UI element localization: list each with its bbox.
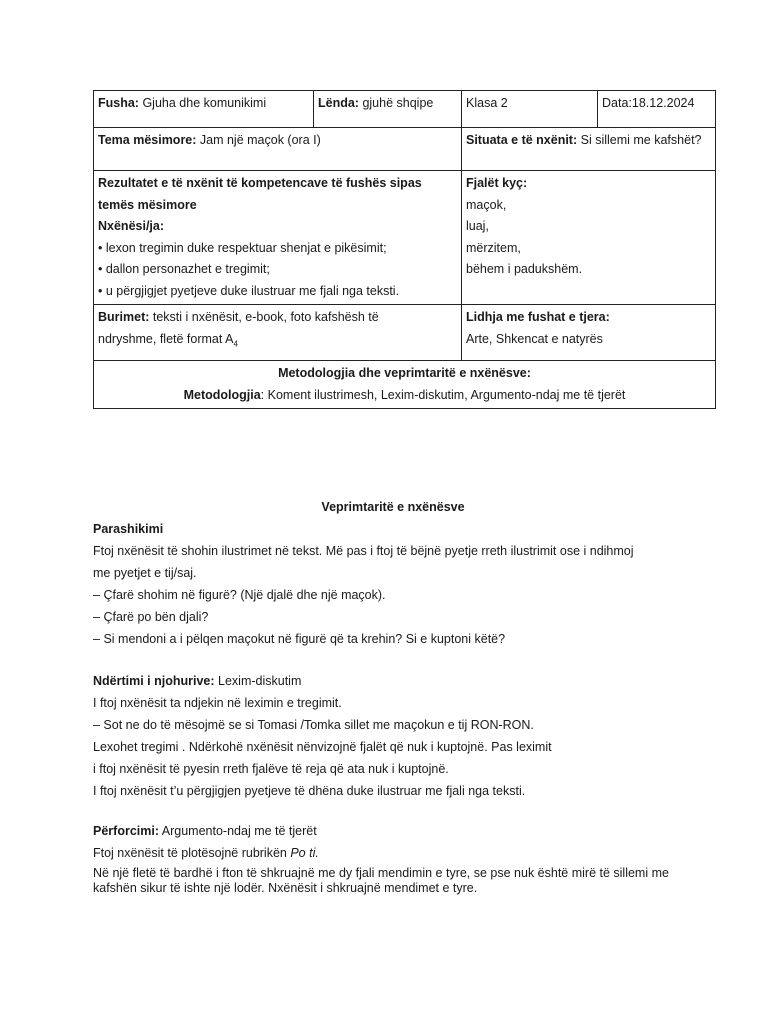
lidhja-label: Lidhja me fushat e tjera: xyxy=(466,310,610,324)
burimet-row xyxy=(94,305,716,361)
po-ti-rubric: Po ti. xyxy=(290,846,319,860)
format-subscript: 4 xyxy=(233,339,238,348)
perforcimi-heading: Përforcimi: xyxy=(93,824,159,838)
metodologjia-cell xyxy=(94,361,716,409)
parashikimi-text: me pyetjet e tij/saj. xyxy=(93,566,197,580)
fjale-item: luaj, xyxy=(466,219,489,233)
nxenesi-label: Nxënësi/ja: xyxy=(98,219,165,233)
burimet-value-2: ndryshme, fletë format A xyxy=(98,331,234,346)
rezultat-item: • lexon tregimin duke respektuar shenjat e pikësimit; xyxy=(98,240,387,255)
fjale-item: bëhem i padukshëm. xyxy=(466,262,583,276)
tema-cell xyxy=(94,128,462,171)
situata-cell xyxy=(462,128,716,171)
data-cell: Data:18.12.2024 xyxy=(598,91,716,128)
lenda-label: Lënda: xyxy=(318,96,359,110)
metodologjia-title: Metodologjia dhe veprimtaritë e nxënësve: xyxy=(278,366,531,380)
perforcimi-method: Argumento-ndaj me të tjerët xyxy=(159,824,317,838)
burimet-value: teksti i nxënësit, e-book, foto kafshësh të xyxy=(149,310,379,324)
activities-title: Veprimtaritë e nxënësve xyxy=(321,500,465,514)
parashikimi-question: – Çfarë po bën djali? xyxy=(93,606,693,628)
fusha-cell xyxy=(94,91,314,128)
fjale-item: mërzitem, xyxy=(466,240,521,255)
ndertimi-line: I ftoj nxënësit ta ndjekin në leximin e tregimit. xyxy=(93,696,342,710)
header-row xyxy=(94,91,716,128)
activities-section xyxy=(93,496,693,896)
ndertimi-line: I ftoj nxënësit t’u përgjigjen pyetjeve të dhëna duke ilustruar me fjali nga teksti. xyxy=(93,784,526,798)
tema-value: Jam një maçok (ora I) xyxy=(196,133,321,147)
fjale-item: maçok, xyxy=(466,197,507,212)
rezultat-item: • dallon personazhet e tregimit; xyxy=(98,262,270,276)
situata-label: Situata e të nxënit: xyxy=(466,133,578,147)
rezultat-item: • u përgjigjet pyetjeve duke ilustruar me fjali nga teksti. xyxy=(98,283,400,298)
lesson-plan-table xyxy=(93,90,716,409)
rezultatet-cell xyxy=(94,171,462,305)
klasa-cell: Klasa 2 xyxy=(462,91,598,128)
perforcimi-line: Ftoj nxënësit të plotësojnë rubrikën xyxy=(93,846,291,860)
tema-row xyxy=(94,128,716,171)
tema-label: Tema mësimore: xyxy=(98,133,197,147)
fusha-value: Gjuha dhe komunikimi xyxy=(138,96,267,110)
fusha-label: Fusha: xyxy=(98,96,139,110)
perforcimi-paragraph: Në një fletë të bardhë i fton të shkruajnë me dy fjali mendimin e tyre, se pse nuk është mirë të sillemi me kafshën sikur të ishte një lodër. Nxënësit i shkruajnë mendimet e tyre. xyxy=(93,866,669,895)
burimet-label: Burimet: xyxy=(98,310,150,324)
parashikimi-heading: Parashikimi xyxy=(93,522,164,536)
ndertimi-line: i ftoj nxënësit të pyesin rreth fjalëve të reja që ata nuk i kuptojnë. xyxy=(93,762,449,776)
rezultatet-title-1: Rezultatet e të nxënit të kompetencave të fushës sipas xyxy=(98,176,422,190)
metodologjia-row xyxy=(94,361,716,409)
ndertimi-line: – Sot ne do të mësojmë se si Tomasi /Tomka sillet me maçokun e tij RON-RON. xyxy=(93,718,534,732)
ndertimi-heading: Ndërtimi i njohurive: xyxy=(93,674,215,688)
lenda-value: gjuhë shqipe xyxy=(358,96,434,110)
situata-value: Si sillemi me kafshët? xyxy=(577,133,702,147)
metodologjia-value: : Koment ilustrimesh, Lexim-diskutim, Argumento-ndaj me të tjerët xyxy=(260,387,626,402)
fjalet-cell xyxy=(462,171,716,305)
parashikimi-text: Ftoj nxënësit të shohin ilustrimet në tekst. Më pas i ftoj të bëjnë pyetje rreth ilustrimit ose i ndihmoj xyxy=(93,544,634,558)
rezultatet-row xyxy=(94,171,716,305)
lidhja-cell xyxy=(462,305,716,361)
rezultatet-title-2: temës mësimore xyxy=(98,197,197,212)
fjalet-label: Fjalët kyç: xyxy=(466,176,528,190)
parashikimi-question: – Si mendoni a i pëlqen maçokut në figurë që ta krehin? Si e kuptoni këtë? xyxy=(93,628,693,650)
ndertimi-line: Lexohet tregimi . Ndërkohë nxënësit nënvizojnë fjalët që nuk i kuptojnë. Pas leximit xyxy=(93,740,552,754)
ndertimi-method: Lexim-diskutim xyxy=(214,674,302,688)
burimet-cell xyxy=(94,305,462,361)
metodologjia-label: Metodologjia xyxy=(183,387,261,402)
parashikimi-question: – Çfarë shohim në figurë? (Një djalë dhe një maçok). xyxy=(93,584,693,606)
lenda-cell xyxy=(314,91,462,128)
lidhja-value: Arte, Shkencat e natyrës xyxy=(466,331,603,346)
